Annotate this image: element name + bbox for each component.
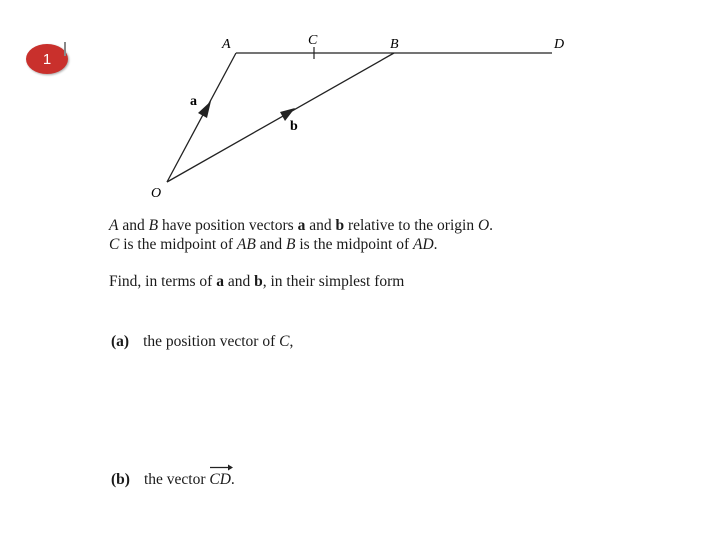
text-fragment: , — [289, 333, 294, 350]
label-point-a: A — [222, 37, 231, 52]
label-point-o: O — [151, 186, 162, 201]
slide-number: 1 — [42, 50, 52, 68]
text-fragment: and — [255, 236, 286, 253]
math-b-point: B — [285, 236, 296, 253]
part-b-label: (b) — [111, 471, 130, 488]
label-vector-b: b — [290, 119, 298, 134]
label-point-c: C — [308, 33, 318, 48]
text-fragment: . — [489, 217, 494, 234]
math-vector-b: b — [335, 217, 345, 234]
math-c-point: C — [279, 333, 290, 350]
question-part-b — [111, 471, 235, 489]
math-vector-a: a — [216, 273, 224, 290]
question-part-a — [111, 333, 293, 351]
label-point-b: B — [390, 37, 399, 52]
text-fragment: have position vectors — [158, 217, 298, 234]
text-fragment: is the midpoint of — [295, 236, 413, 253]
text-fragment: relative to the origin — [344, 217, 478, 234]
math-vector-b: b — [254, 273, 263, 290]
arrowhead-a — [198, 101, 211, 118]
math-origin-o: O — [477, 217, 490, 234]
math-ad-segment: AD — [412, 236, 434, 253]
text-fragment: the position vector of — [143, 333, 280, 350]
math-a-point: A — [109, 217, 119, 234]
math-b-point: B — [148, 217, 159, 234]
vector-cd — [209, 471, 231, 489]
text-fragment: . — [433, 236, 438, 253]
question-instruction — [109, 273, 404, 291]
text-fragment: and — [305, 217, 336, 234]
text-fragment: Find, in terms of — [109, 273, 217, 290]
text-fragment: the vector — [143, 471, 210, 488]
label-point-d: D — [554, 37, 565, 52]
math-ab-segment: AB — [236, 236, 256, 253]
part-a-label: (a) — [111, 333, 130, 350]
text-fragment: . — [230, 471, 235, 488]
math-cd-vector: CD — [209, 471, 231, 488]
text-fragment: , in their simplest form — [262, 273, 405, 290]
math-c-point: C — [109, 236, 120, 253]
text-fragment: is the midpoint of — [119, 236, 237, 253]
math-vector-a: a — [297, 217, 306, 234]
text-fragment: and — [223, 273, 255, 290]
vector-arrow-icon — [209, 464, 233, 471]
question-intro-line-2 — [109, 236, 438, 254]
question-intro-line-1 — [109, 217, 493, 235]
label-vector-a: a — [190, 94, 197, 109]
text-fragment: and — [118, 217, 149, 234]
